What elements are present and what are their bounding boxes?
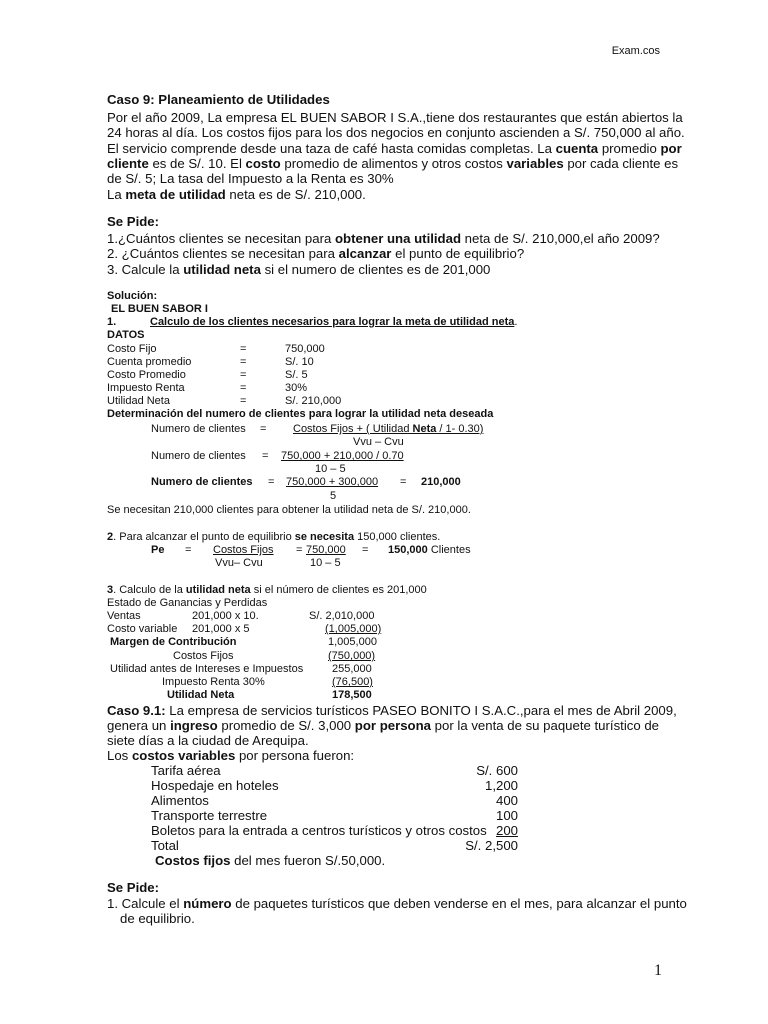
cost-item-label: Transporte terrestre	[151, 808, 268, 823]
caso91-line: Caso 9.1: La empresa de servicios turísticos PASEO BONITO I S.A.C.,para el mes de Abril 2009,	[107, 703, 677, 718]
pe-result: 150,000 Clientes	[388, 544, 471, 556]
estado-calc: 201,000 x 10.	[192, 610, 259, 622]
formula-label: Numero de clientes	[151, 450, 246, 462]
question: 1. Calcule el número de paquetes turísticos que deben venderse en el mes, para alcanzar el punto	[107, 896, 687, 911]
solucion-title: Solución:	[107, 290, 158, 302]
datos-eq: =	[240, 343, 247, 355]
formula-denominator: Vvu – Cvu	[353, 436, 404, 448]
datos-label: Cuenta promedio	[107, 356, 192, 368]
formula-denominator: 5	[330, 490, 337, 502]
datos-value: S/. 5	[285, 369, 308, 381]
datos-eq: =	[240, 395, 247, 407]
datos-label: Costo Promedio	[107, 369, 186, 381]
datos-heading: DATOS	[107, 329, 145, 341]
estado-label: Utilidad antes de Intereses e Impuestos	[110, 663, 304, 675]
estado-label: Costo variable	[107, 623, 178, 635]
cost-item-value: 400	[495, 793, 518, 808]
step-number: 1.	[107, 316, 117, 328]
datos-eq: =	[240, 369, 247, 381]
caso91-line: Los costos variables por persona fueron:	[107, 748, 355, 763]
pe-denominator-value: 10 – 5	[310, 557, 341, 569]
pe-denominator: Vvu– Cvu	[215, 557, 263, 569]
question: 2. ¿Cuántos clientes se necesitan para alcanzar el punto de equilibrio?	[107, 246, 525, 261]
sepide-title: Se Pide:	[107, 214, 160, 229]
costos-fijos-line: Costos fijos del mes fueron S/.50,000.	[155, 853, 386, 868]
header-label: Exam.cos	[611, 45, 660, 57]
estado-value: (750,000)	[328, 650, 376, 662]
question: de equilibrio.	[120, 911, 195, 926]
caso9-paragraph-line: 24 horas al día. Los costos fijos para los dos negocios en conjunto ascienden a S/. 750,000 al año.	[107, 125, 685, 140]
pe-numerator: Costos Fijos	[213, 544, 274, 556]
estado-label: Utilidad Neta	[167, 689, 235, 701]
cost-item-value: 1,200	[484, 778, 518, 793]
caso91-line: genera un ingreso promedio de S/. 3,000 por persona por la venta de su paquete turístico de	[107, 718, 660, 733]
formula-eq: =	[260, 423, 267, 435]
pe-eq: =	[185, 544, 192, 556]
conclusion: Se necesitan 210,000 clientes para obtener la utilidad neta de S/. 210,000.	[107, 504, 471, 516]
sepide-title: Se Pide:	[107, 880, 160, 895]
datos-value: S/. 210,000	[285, 395, 342, 407]
estado-value: 255,000	[332, 663, 372, 675]
company-name: EL BUEN SABOR I	[111, 303, 208, 315]
formula-denominator: 10 – 5	[315, 463, 346, 475]
formula-eq: =	[400, 476, 407, 488]
question: 3. Calcule la utilidad neta si el numero de clientes es de 201,000	[107, 262, 491, 277]
estado-label: Ventas	[107, 610, 141, 622]
datos-value: 30%	[285, 382, 308, 394]
datos-value: 750,000	[285, 343, 325, 355]
pe-eq: =	[362, 544, 369, 556]
pe-eq: =	[296, 544, 303, 556]
pe-label: Pe	[151, 544, 165, 556]
formula-eq: =	[262, 450, 269, 462]
estado-value: S/. 2,010,000	[309, 610, 375, 622]
determinacion-heading: Determinación del numero de clientes para lograr la utilidad neta deseada	[107, 408, 494, 420]
datos-label: Impuesto Renta	[107, 382, 185, 394]
estado-value: 1,005,000	[328, 636, 377, 648]
cost-item-label: Alimentos	[151, 793, 209, 808]
caso91-line: siete días a la ciudad de Arequipa.	[107, 733, 309, 748]
formula-numerator: Costos Fijos + ( Utilidad Neta / 1- 0.30)	[293, 423, 484, 435]
caso9-paragraph-line: El servicio comprende desde una taza de café hasta comidas completas. La cuenta promedio por	[107, 141, 682, 156]
datos-eq: =	[240, 382, 247, 394]
formula-label: Numero de clientes	[151, 476, 253, 488]
formula-numerator: 750,000 + 210,000 / 0.70	[281, 450, 404, 462]
estado-title: Estado de Ganancias y Perdidas	[107, 597, 268, 609]
cost-item-value: 200	[495, 823, 518, 838]
caso9-paragraph-line: cliente es de S/. 10. El costo promedio de alimentos y otros costos variables por cada cliente es	[107, 156, 679, 171]
part2-line: 2. Para alcanzar el punto de equilibrio se necesita 150,000 clientes.	[107, 531, 441, 543]
datos-value: S/. 10	[285, 356, 314, 368]
datos-label: Costo Fijo	[107, 343, 157, 355]
cost-item-label: Boletos para la entrada a centros turísticos y otros costos	[151, 823, 487, 838]
estado-label: Impuesto Renta 30%	[162, 676, 265, 688]
estado-label: Margen de Contribución	[110, 636, 237, 648]
caso9-title: Caso 9: Planeamiento de Utilidades	[107, 92, 330, 107]
estado-label: Costos Fijos	[173, 650, 234, 662]
datos-eq: =	[240, 356, 247, 368]
estado-calc: 201,000 x 5	[192, 623, 250, 635]
formula-label: Numero de clientes	[151, 423, 246, 435]
formula-numerator: 750,000 + 300,000	[286, 476, 379, 488]
cost-item-value: S/. 600	[476, 763, 518, 778]
cost-item-label: Hospedaje en hoteles	[151, 778, 279, 793]
formula-result: 210,000	[421, 476, 461, 488]
caso9-paragraph-line: La meta de utilidad neta es de S/. 210,000.	[107, 187, 366, 202]
formula-eq: =	[268, 476, 275, 488]
datos-label: Utilidad Neta	[107, 395, 170, 407]
cost-item-value: S/. 2,500	[465, 838, 518, 853]
cost-item-value: 100	[495, 808, 518, 823]
part3-line: 3. Calculo de la utilidad neta si el número de clientes es 201,000	[107, 584, 427, 596]
page-number: 1	[654, 962, 662, 979]
step-title: Calculo de los clientes necesarios para lograr la meta de utilidad neta.	[150, 316, 518, 328]
question: 1.¿Cuántos clientes se necesitan para obtener una utilidad neta de S/. 210,000,el año 2009?	[107, 231, 660, 246]
cost-item-label: Tarifa aérea	[151, 763, 221, 778]
caso9-paragraph-line: de S/. 5; La tasa del Impuesto a la Renta es 30%	[107, 171, 394, 186]
cost-item-label: Total	[151, 838, 179, 853]
estado-value: (1,005,000)	[325, 623, 382, 635]
pe-numerator-value: 750,000	[306, 544, 346, 556]
estado-value: 178,500	[332, 689, 372, 701]
caso9-paragraph-line: Por el año 2009, La empresa EL BUEN SABOR I S.A.,tiene dos restaurantes que están abiertos la	[107, 110, 683, 125]
estado-value: (76,500)	[332, 676, 373, 688]
